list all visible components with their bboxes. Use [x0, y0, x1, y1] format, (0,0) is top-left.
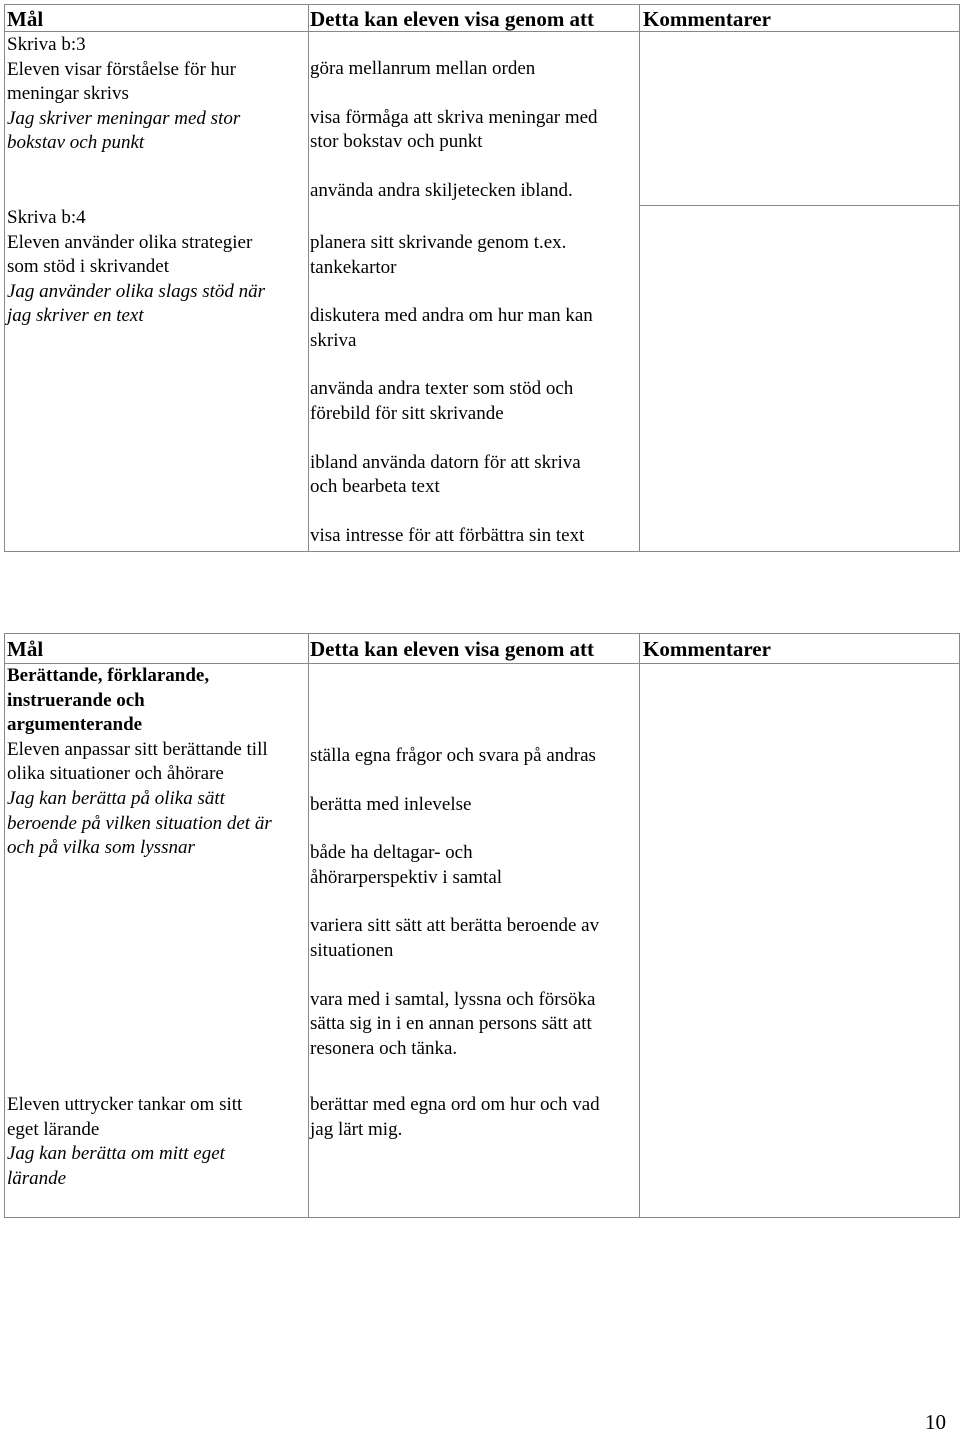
row-divider [639, 205, 959, 206]
page-number: 10 [925, 1410, 946, 1434]
header-abilities: Detta kan eleven visa genom att [310, 637, 595, 661]
column-divider [639, 634, 640, 1217]
ability-item: planera sitt skrivande genom t.ex. tankekartor [310, 232, 567, 278]
abilities-cell [310, 57, 638, 203]
header-comments: Kommentarer [643, 637, 771, 661]
column-divider [639, 5, 640, 551]
goal-i-statement: Jag kan berätta på olika sätt beroende på vilken situation det är och på vilka som lyssnar [7, 787, 272, 859]
column-divider [308, 5, 309, 551]
assessment-table-1 [4, 4, 960, 552]
ability-item: visa förmåga att skriva meningar med stor bokstav och punkt [310, 106, 598, 153]
goal-description: Eleven använder olika strategier som stöd i skrivandet [7, 231, 253, 278]
header-mal: Mål [7, 7, 44, 31]
goal-cell [7, 664, 309, 861]
header-mal: Mål [7, 637, 44, 661]
abilities-cell [310, 1093, 638, 1142]
header-comments: Kommentarer [643, 7, 771, 31]
ability-item: diskutera med andra om hur man kan skriva [310, 305, 593, 351]
goal-description: Eleven uttrycker tankar om sitt eget lärande [7, 1094, 243, 1140]
goal-title: Berättande, förklarande, instruerande och argumenterande [7, 665, 210, 736]
goal-description: Eleven visar förståelse för hur meningar skrivs [7, 58, 236, 105]
ability-item: ställa egna frågor och svara på andras [310, 745, 596, 766]
goal-i-statement: Jag använder olika slags stöd när jag skriver en text [7, 280, 266, 327]
ability-item: använda andra texter som stöd och förebild för sitt skrivande [310, 378, 574, 424]
ability-item: göra mellanrum mellan orden [310, 58, 536, 79]
goal-title: Skriva b:3 [7, 34, 86, 55]
ability-item: både ha deltagar- och åhörarperspektiv i samtal [310, 842, 503, 888]
ability-item: ibland använda datorn för att skriva och bearbeta text [310, 451, 581, 498]
header-abilities: Detta kan eleven visa genom att [310, 7, 595, 31]
goal-i-statement: Jag skriver meningar med stor bokstav och punkt [7, 107, 241, 154]
ability-item: berättar med egna ord om hur och vad jag lärt mig. [310, 1094, 600, 1140]
assessment-table-2 [4, 633, 960, 1218]
goal-title: Skriva b:4 [7, 207, 86, 228]
goal-cell [7, 206, 305, 329]
ability-item: visa intresse för att förbättra sin text [310, 524, 585, 546]
abilities-cell [310, 744, 638, 1061]
goal-cell [7, 33, 305, 156]
ability-item: berätta med inlevelse [310, 793, 472, 815]
goal-i-statement: Jag kan berätta om mitt eget lärande [7, 1143, 225, 1189]
goal-cell [7, 1093, 305, 1191]
ability-item: använda andra skiljetecken ibland. [310, 179, 573, 201]
ability-item: vara med i samtal, lyssna och försöka sätta sig in i en annan persons sätt att resonera och tänka. [310, 988, 596, 1059]
goal-description: Eleven anpassar sitt berättande till olika situationer och åhörare [7, 738, 268, 785]
ability-item: variera sitt sätt att berätta beroende av situationen [310, 915, 600, 961]
abilities-cell [310, 231, 638, 548]
